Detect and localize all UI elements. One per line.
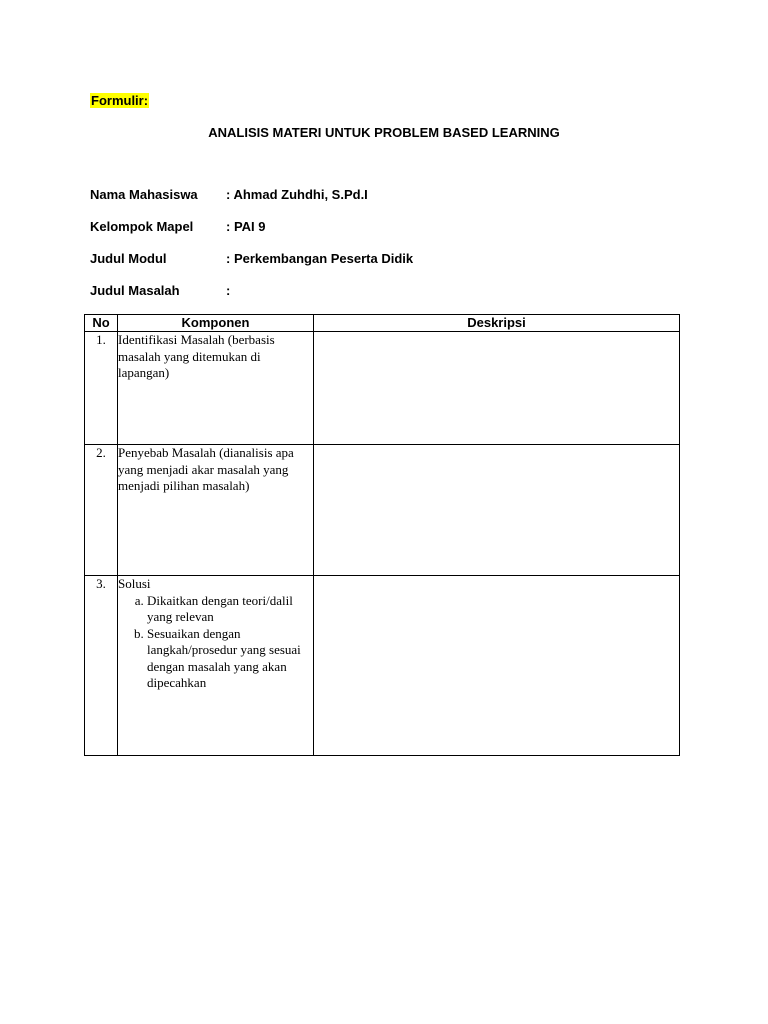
solusi-sub-list xyxy=(118,593,313,692)
list-item: a. Dikaitkan dengan teori/dalil yang relevan xyxy=(147,593,313,626)
info-label-kelompok: Kelompok Mapel xyxy=(90,219,194,234)
table-row xyxy=(85,576,680,756)
row-deskripsi[interactable] xyxy=(314,576,680,756)
row-komponen: Penyebab Masalah (dianalisis apa yang menjadi akar masalah yang menjadi pilihan masalah) xyxy=(118,445,314,576)
form-label xyxy=(90,93,149,109)
table-header-row xyxy=(85,315,680,332)
row-deskripsi[interactable] xyxy=(314,332,680,445)
row-number: 1. xyxy=(85,332,118,445)
row-number: 3. xyxy=(85,576,118,756)
header-komponen: Komponen xyxy=(118,315,314,332)
info-label-masalah: Judul Masalah xyxy=(90,283,180,298)
row-komponen: Solusi xyxy=(118,576,151,591)
list-item: b. Sesuaikan dengan langkah/prosedur yang sesuai dengan masalah yang akan dipecahkan xyxy=(147,626,313,692)
info-label-modul: Judul Modul xyxy=(90,251,167,266)
table-row xyxy=(85,332,680,445)
header-deskripsi: Deskripsi xyxy=(314,315,680,332)
analysis-table xyxy=(84,314,680,756)
info-label-nama: Nama Mahasiswa xyxy=(90,187,198,202)
row-komponen: Identifikasi Masalah (berbasis masalah yang ditemukan di lapangan) xyxy=(118,332,314,445)
header-no: No xyxy=(85,315,118,332)
info-value-modul: : Perkembangan Peserta Didik xyxy=(226,251,414,266)
form-label-text: Formulir: xyxy=(91,93,149,108)
row-deskripsi[interactable] xyxy=(314,445,680,576)
row-komponen-solusi xyxy=(118,576,314,756)
page-title: ANALISIS MATERI UNTUK PROBLEM BASED LEARNING xyxy=(208,125,560,140)
info-value-kelompok: : PAI 9 xyxy=(226,219,266,234)
row-number: 2. xyxy=(85,445,118,576)
table-row xyxy=(85,445,680,576)
info-value-masalah: : xyxy=(226,283,231,298)
info-value-nama: : Ahmad Zuhdhi, S.Pd.I xyxy=(226,187,368,202)
